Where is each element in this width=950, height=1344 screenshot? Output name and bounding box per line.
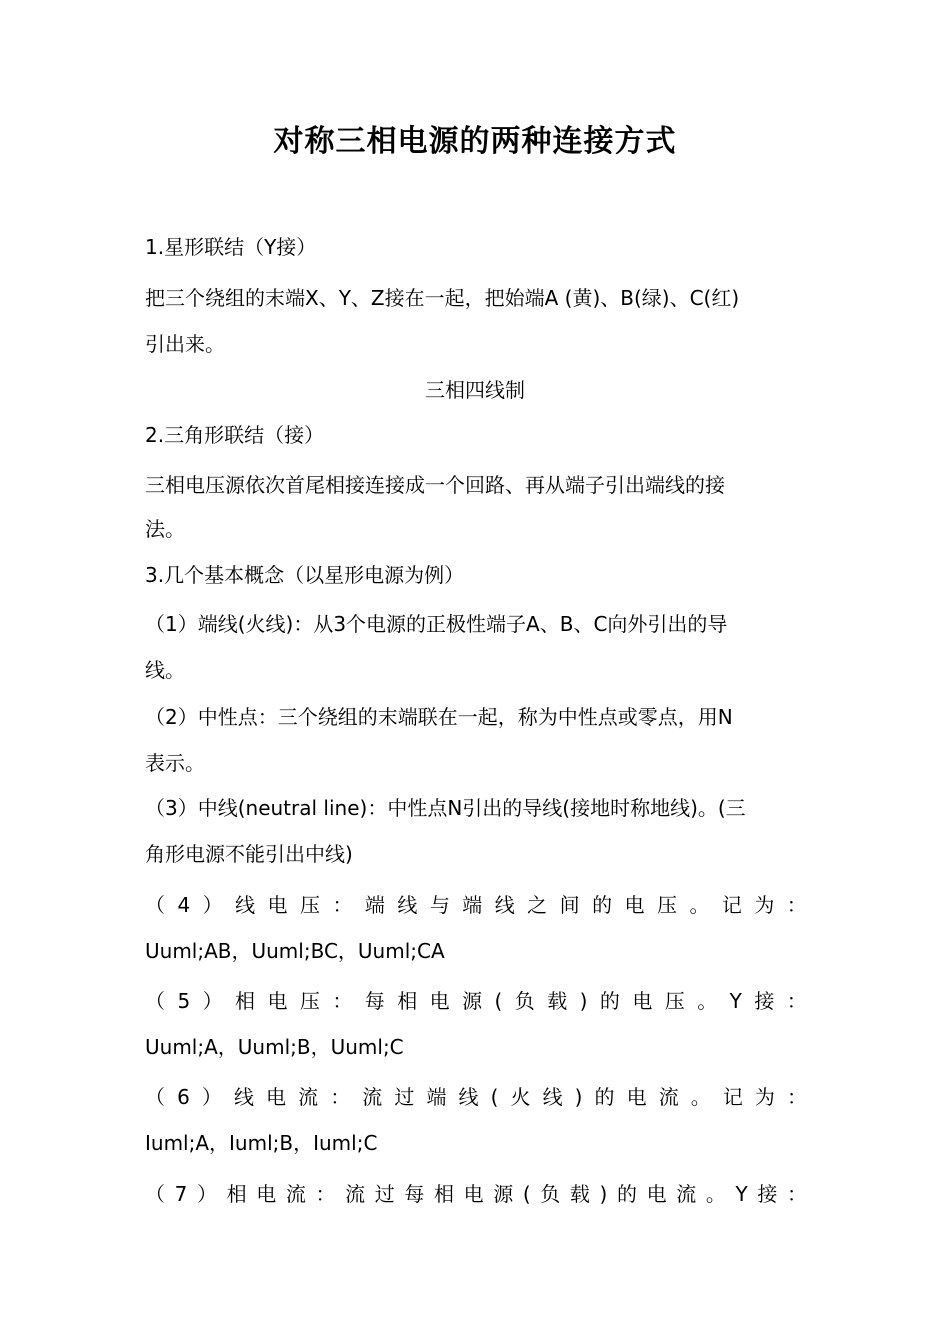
- justified-token: ：: [332, 989, 353, 1013]
- justified-token: 与: [429, 893, 450, 917]
- paragraph-line: （1）端线(火线)：从3个电源的正极性端子A、B、C向外引出的导: [145, 612, 728, 636]
- justified-token: 线: [542, 1085, 563, 1109]
- justified-token: 压: [300, 893, 320, 917]
- justified-token: 相: [235, 989, 256, 1013]
- justified-token: 。: [689, 893, 710, 917]
- justified-token: (: [494, 989, 503, 1013]
- justified-token: 流: [362, 1085, 383, 1109]
- document-title: 对称三相电源的两种连接方式: [273, 124, 677, 159]
- justified-token: 流: [298, 1085, 319, 1109]
- justified-token: 火: [510, 1085, 531, 1109]
- justified-token: 相: [226, 1182, 247, 1206]
- justified-token: 相: [397, 989, 418, 1013]
- paragraph-line: 法。: [145, 517, 185, 541]
- justified-token: 间: [559, 893, 580, 917]
- justified-token: 电: [429, 989, 450, 1013]
- justified-token: 电: [267, 989, 288, 1013]
- justified-token: 的: [594, 1085, 615, 1109]
- justified-token: (: [490, 1085, 499, 1109]
- justified-token: 电: [632, 989, 653, 1013]
- justified-token: ): [579, 989, 588, 1013]
- justified-token: 线: [458, 1085, 479, 1109]
- paragraph-line: 表示。: [145, 751, 205, 775]
- paragraph-line: 三相电压源依次首尾相接连接成一个回路、再从端子引出端线的接: [145, 473, 725, 497]
- justified-token: 线: [494, 893, 515, 917]
- justified-token: ：: [330, 1085, 351, 1109]
- justified-line: [145, 882, 807, 928]
- centered-label: 三相四线制: [425, 378, 525, 402]
- justified-token: 电: [626, 1085, 647, 1109]
- justified-token: ): [599, 1182, 608, 1206]
- justified-token: 记: [722, 1085, 743, 1109]
- justified-token: 接: [754, 989, 775, 1013]
- justified-token: 每: [364, 989, 385, 1013]
- justified-token: Y: [729, 989, 742, 1013]
- justified-token: 电: [463, 1182, 484, 1206]
- justified-token: 压: [664, 989, 685, 1013]
- justified-token: ：: [315, 1182, 336, 1206]
- justified-token: 电: [624, 893, 645, 917]
- justified-token: 。: [690, 1085, 711, 1109]
- justified-token: 的: [592, 893, 613, 917]
- justified-token: 为: [754, 893, 775, 917]
- justified-token: 接: [757, 1182, 778, 1206]
- justified-token: ：: [332, 893, 353, 917]
- justified-token: ：: [786, 989, 807, 1013]
- paragraph-line: Uuml;A，Uuml;B，Uuml;C: [145, 1035, 404, 1059]
- justified-token: 4: [177, 893, 191, 917]
- justified-token: ：: [786, 1182, 807, 1206]
- justified-token: 端: [426, 1085, 447, 1109]
- justified-token: 。: [705, 1182, 726, 1206]
- justified-token: 的: [599, 989, 620, 1013]
- justified-token: 为: [754, 1085, 775, 1109]
- justified-token: 电: [646, 1182, 667, 1206]
- paragraph-line: 引出来。: [145, 332, 225, 356]
- justified-line: [145, 1171, 807, 1217]
- justified-token: 流: [676, 1182, 697, 1206]
- justified-line: [145, 1074, 807, 1120]
- justified-token: 电: [266, 1085, 287, 1109]
- paragraph-line: 线。: [145, 658, 185, 682]
- justified-token: 载: [547, 989, 568, 1013]
- justified-token: 源: [493, 1182, 514, 1206]
- justified-token: （: [145, 893, 165, 917]
- justified-token: 6: [177, 1085, 190, 1109]
- justified-token: 过: [394, 1085, 415, 1109]
- justified-token: 端: [364, 893, 385, 917]
- justified-token: 线: [233, 1085, 254, 1109]
- justified-token: ：: [787, 1085, 807, 1109]
- justified-token: ：: [786, 893, 807, 917]
- justified-token: ）: [202, 989, 223, 1013]
- justified-token: 负: [540, 1182, 561, 1206]
- justified-token: ）: [202, 893, 223, 917]
- justified-token: 7: [174, 1182, 188, 1206]
- justified-token: 端: [462, 893, 483, 917]
- justified-token: 记: [721, 893, 742, 917]
- paragraph-line: 把三个绕组的末端X、Y、Z接在一起，把始端A (黄)、B(绿)、C(红): [145, 286, 740, 310]
- justified-token: (: [522, 1182, 531, 1206]
- justified-token: 流: [658, 1085, 679, 1109]
- paragraph-line: Uuml;AB，Uuml;BC，Uuml;CA: [145, 939, 445, 963]
- justified-token: 的: [616, 1182, 637, 1206]
- paragraph-line: Iuml;A，Iuml;B，Iuml;C: [145, 1131, 378, 1155]
- paragraph-line: （3）中线(neutral line)：中性点N引出的导线(接地时称地线)。(三: [145, 796, 746, 820]
- justified-token: 流: [345, 1182, 366, 1206]
- heading-star-connection: 1.星形联结（Y接）: [145, 235, 317, 259]
- justified-token: 相: [433, 1182, 454, 1206]
- justified-token: 负: [514, 989, 535, 1013]
- justified-token: Y: [735, 1182, 748, 1206]
- justified-token: 。: [697, 989, 718, 1013]
- justified-token: （: [145, 1182, 165, 1206]
- justified-token: 流: [285, 1182, 306, 1206]
- justified-token: 每: [404, 1182, 425, 1206]
- justified-token: （: [145, 1085, 165, 1109]
- justified-token: ): [574, 1085, 583, 1109]
- justified-token: 电: [256, 1182, 277, 1206]
- justified-token: 压: [656, 893, 677, 917]
- justified-token: 电: [267, 893, 288, 917]
- justified-token: 线: [397, 893, 418, 917]
- heading-basic-concepts: 3.几个基本概念（以星形电源为例）: [145, 563, 465, 587]
- justified-token: 过: [374, 1182, 395, 1206]
- justified-token: 载: [569, 1182, 590, 1206]
- justified-token: 之: [527, 893, 548, 917]
- justified-token: 5: [177, 989, 191, 1013]
- justified-token: ）: [196, 1182, 217, 1206]
- justified-token: ）: [201, 1085, 222, 1109]
- justified-line: [145, 978, 807, 1024]
- justified-token: 线: [235, 893, 256, 917]
- paragraph-line: 角形电源不能引出中线): [145, 842, 353, 866]
- justified-token: 压: [299, 989, 320, 1013]
- paragraph-line: （2）中性点：三个绕组的末端联在一起，称为中性点或零点，用N: [145, 705, 733, 729]
- justified-token: 源: [462, 989, 483, 1013]
- heading-delta-connection: 2.三角形联结（接）: [145, 423, 325, 447]
- justified-token: （: [145, 989, 165, 1013]
